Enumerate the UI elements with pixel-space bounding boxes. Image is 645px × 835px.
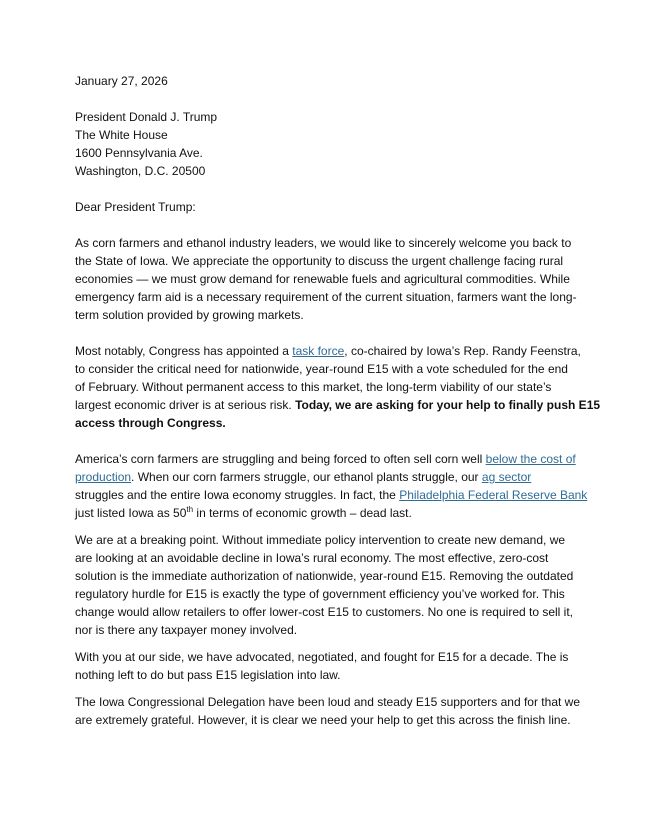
text-span: in terms of economic growth – dead last. [193, 506, 412, 520]
paragraph-1 [75, 234, 575, 324]
bold-request-text: access through Congress. [75, 416, 226, 430]
paragraph-line [75, 414, 575, 432]
address-line-city: Washington, D.C. 20500 [75, 164, 206, 178]
paragraph-line: emergency farm aid is a necessary requirement of the current situation, farmers want the long- [75, 290, 577, 304]
text-span: , co-chaired by Iowa’s Rep. Randy Feenstra, [344, 344, 581, 358]
paragraph-line: the State of Iowa. We appreciate the opportunity to discuss the urgent challenge facing rural [75, 254, 564, 268]
paragraph-5 [75, 648, 575, 684]
text-span: Most notably, Congress has appointed a [75, 344, 293, 358]
paragraph-line: term solution provided by growing markets. [75, 308, 304, 322]
paragraph-line: The Iowa Congressional Delegation have been loud and steady E15 supporters and for that we [75, 695, 580, 709]
paragraph-line: to consider the critical need for nationwide, year-round E15 with a vote scheduled for the end [75, 362, 568, 376]
paragraph-line: change would allow retailers to offer lower-cost E15 to customers. No one is required to sell it, [75, 605, 574, 619]
philadelphia-fed-link[interactable]: Philadelphia Federal Reserve Bank [399, 488, 588, 502]
paragraph-3 [75, 450, 588, 522]
salutation: Dear President Trump: [75, 200, 196, 214]
cost-of-production-link[interactable]: below the cost of [485, 452, 576, 466]
text-span: . When our corn farmers struggle, our ethanol plants struggle, our [131, 470, 482, 484]
address-line-street: 1600 Pennsylvania Ave. [75, 146, 203, 160]
cost-of-production-link[interactable]: production [75, 470, 132, 484]
text-span: just listed Iowa as 50 [75, 506, 187, 520]
recipient-address [75, 108, 575, 180]
paragraph-line [75, 396, 601, 414]
ag-sector-link[interactable]: ag sector [481, 470, 532, 484]
text-span: largest economic driver is at serious risk. [75, 398, 296, 412]
bold-request-text: Today, we are asking for your help to finally push E15 [295, 398, 601, 412]
address-line-org: The White House [75, 128, 168, 142]
paragraph-line: are extremely grateful. However, it is clear we need your help to get this across the finish line. [75, 713, 571, 727]
paragraph-line: of February. Without permanent access to this market, the long-term viability of our state’s [75, 380, 552, 394]
paragraph-line: solution is the immediate authorization of nationwide, year-round E15. Removing the outdated [75, 569, 574, 583]
text-span: struggles and the entire Iowa economy struggles. In fact, the [75, 488, 400, 502]
paragraph-line [75, 468, 575, 486]
paragraph-line [75, 504, 575, 522]
text-span: America’s corn farmers are struggling and being forced to often sell corn well [75, 452, 486, 466]
paragraph-line [75, 450, 575, 468]
paragraph-line: As corn farmers and ethanol industry leaders, we would like to sincerely welcome you back to [75, 236, 572, 250]
letter-body [75, 72, 601, 729]
paragraph-line: are looking at an avoidable decline in Iowa’s rural economy. The most effective, zero-cost [75, 551, 549, 565]
paragraph-line [75, 342, 581, 360]
ordinal-suffix: th [186, 505, 194, 514]
paragraph-4 [75, 531, 575, 639]
paragraph-line: regulatory hurdle for E15 is exactly the type of government efficiency you’ve worked for. This [75, 587, 565, 601]
paragraph-line: We are at a breaking point. Without immediate policy intervention to create new demand, we [75, 533, 566, 547]
paragraph-line: economies — we must grow demand for renewable fuels and agricultural commodities. While [75, 272, 570, 286]
letter-date: January 27, 2026 [75, 74, 168, 88]
paragraph-line: nor is there any taxpayer money involved. [75, 623, 298, 637]
task-force-link[interactable]: task force [292, 344, 345, 358]
paragraph-2 [75, 342, 601, 432]
paragraph-6 [75, 693, 580, 729]
paragraph-line: nothing left to do but pass E15 legislation into law. [75, 668, 341, 682]
address-line-name: President Donald J. Trump [75, 110, 218, 124]
paragraph-line: With you at our side, we have advocated, negotiated, and fought for E15 for a decade. The is [75, 650, 569, 664]
paragraph-line [75, 486, 588, 504]
